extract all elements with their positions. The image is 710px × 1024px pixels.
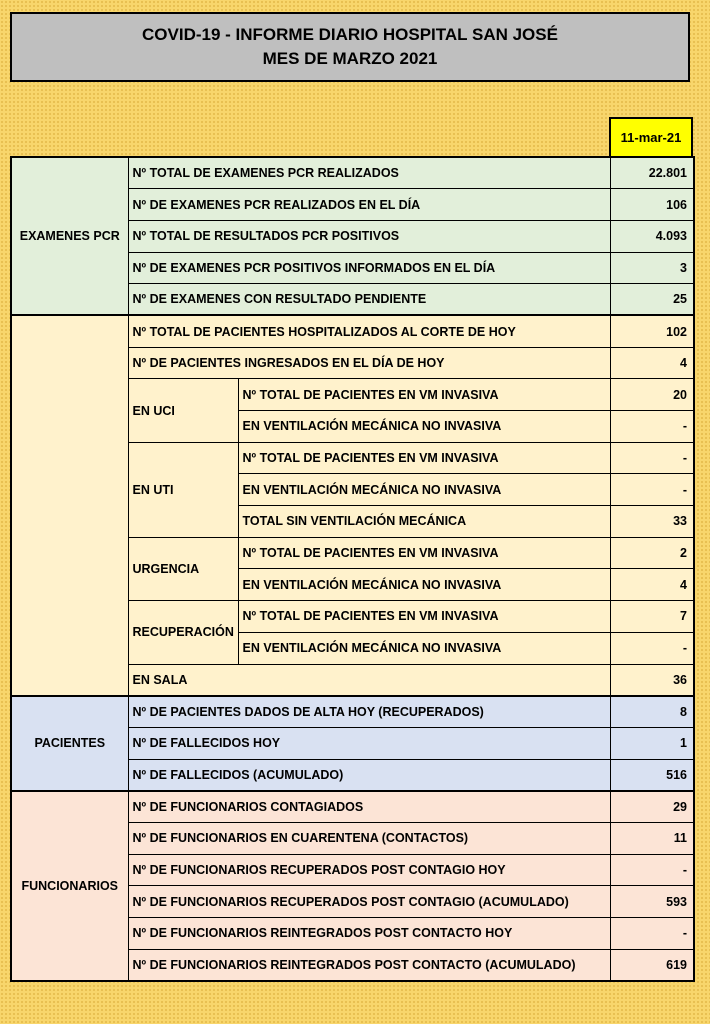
row-value: 516 <box>610 759 694 791</box>
table-row <box>11 157 694 189</box>
row-value: 1 <box>610 727 694 759</box>
funcionarios-category: FUNCIONARIOS <box>11 791 128 981</box>
recuperacion-subcategory: RECUPERACIÓN <box>128 601 238 664</box>
row-label: Nº DE EXAMENES PCR REALIZADOS EN EL DÍA <box>128 189 610 221</box>
row-label: EN SALA <box>128 664 610 696</box>
row-value: 25 <box>610 284 694 316</box>
hospitalization-category <box>11 315 128 695</box>
row-label: Nº DE FUNCIONARIOS EN CUARENTENA (CONTACTOS) <box>128 822 610 854</box>
row-label: Nº TOTAL DE PACIENTES HOSPITALIZADOS AL CORTE DE HOY <box>128 315 610 347</box>
row-value: 593 <box>610 886 694 918</box>
pcr-category: EXAMENES PCR <box>11 157 128 315</box>
title-line-1: COVID-19 - INFORME DIARIO HOSPITAL SAN JOSÉ <box>142 25 558 44</box>
row-label: Nº DE EXAMENES PCR POSITIVOS INFORMADOS EN EL DÍA <box>128 252 610 284</box>
row-value: 8 <box>610 696 694 728</box>
row-value: 11 <box>610 822 694 854</box>
row-value: - <box>610 442 694 474</box>
row-value: 3 <box>610 252 694 284</box>
row-value: 33 <box>610 506 694 538</box>
row-label: Nº DE FUNCIONARIOS RECUPERADOS POST CONTAGIO (ACUMULADO) <box>128 886 610 918</box>
row-label: Nº DE FALLECIDOS (ACUMULADO) <box>128 759 610 791</box>
row-value: 36 <box>610 664 694 696</box>
row-label: Nº DE FUNCIONARIOS REINTEGRADOS POST CONTACTO HOY <box>128 918 610 950</box>
row-label: TOTAL SIN VENTILACIÓN MECÁNICA <box>238 506 610 538</box>
row-value: - <box>610 854 694 886</box>
row-value: 2 <box>610 537 694 569</box>
row-value: 4.093 <box>610 220 694 252</box>
table-row <box>11 696 694 728</box>
pacientes-category: PACIENTES <box>11 696 128 791</box>
pcr-section <box>11 157 694 315</box>
row-value: 106 <box>610 189 694 221</box>
row-value: 102 <box>610 315 694 347</box>
row-value: 4 <box>610 569 694 601</box>
row-label: Nº DE EXAMENES CON RESULTADO PENDIENTE <box>128 284 610 316</box>
row-value: 7 <box>610 601 694 633</box>
row-label: EN VENTILACIÓN MECÁNICA NO INVASIVA <box>238 474 610 506</box>
row-label: Nº TOTAL DE PACIENTES EN VM INVASIVA <box>238 537 610 569</box>
uti-subcategory: EN UTI <box>128 442 238 537</box>
urgencia-subcategory: URGENCIA <box>128 537 238 600</box>
row-value: - <box>610 411 694 443</box>
row-label: Nº TOTAL DE PACIENTES EN VM INVASIVA <box>238 601 610 633</box>
title-line-2: MES DE MARZO 2021 <box>262 49 438 68</box>
row-label: Nº TOTAL DE RESULTADOS PCR POSITIVOS <box>128 220 610 252</box>
row-label: Nº TOTAL DE PACIENTES EN VM INVASIVA <box>238 442 610 474</box>
row-value: 22.801 <box>610 157 694 189</box>
row-label: Nº DE PACIENTES DADOS DE ALTA HOY (RECUPERADOS) <box>128 696 610 728</box>
pacientes-section <box>11 696 694 791</box>
row-label: Nº TOTAL DE EXAMENES PCR REALIZADOS <box>128 157 610 189</box>
table-row <box>11 315 694 347</box>
row-value: 619 <box>610 949 694 981</box>
row-label: EN VENTILACIÓN MECÁNICA NO INVASIVA <box>238 632 610 664</box>
row-label: Nº TOTAL DE PACIENTES EN VM INVASIVA <box>238 379 610 411</box>
funcionarios-section <box>11 791 694 981</box>
row-label: EN VENTILACIÓN MECÁNICA NO INVASIVA <box>238 569 610 601</box>
uci-subcategory: EN UCI <box>128 379 238 442</box>
row-value: 29 <box>610 791 694 823</box>
row-label: Nº DE FALLECIDOS HOY <box>128 727 610 759</box>
row-value: - <box>610 632 694 664</box>
table-row <box>11 791 694 823</box>
row-value: - <box>610 474 694 506</box>
report-title <box>10 12 690 82</box>
row-value: 20 <box>610 379 694 411</box>
report-table <box>10 156 695 982</box>
row-label: Nº DE PACIENTES INGRESADOS EN EL DÍA DE HOY <box>128 347 610 379</box>
row-value: - <box>610 918 694 950</box>
row-label: EN VENTILACIÓN MECÁNICA NO INVASIVA <box>238 411 610 443</box>
report-date: 11-mar-21 <box>609 117 693 158</box>
row-label: Nº DE FUNCIONARIOS RECUPERADOS POST CONTAGIO HOY <box>128 854 610 886</box>
hospitalization-section <box>11 315 694 695</box>
row-value: 4 <box>610 347 694 379</box>
row-label: Nº DE FUNCIONARIOS REINTEGRADOS POST CONTACTO (ACUMULADO) <box>128 949 610 981</box>
row-label: Nº DE FUNCIONARIOS CONTAGIADOS <box>128 791 610 823</box>
